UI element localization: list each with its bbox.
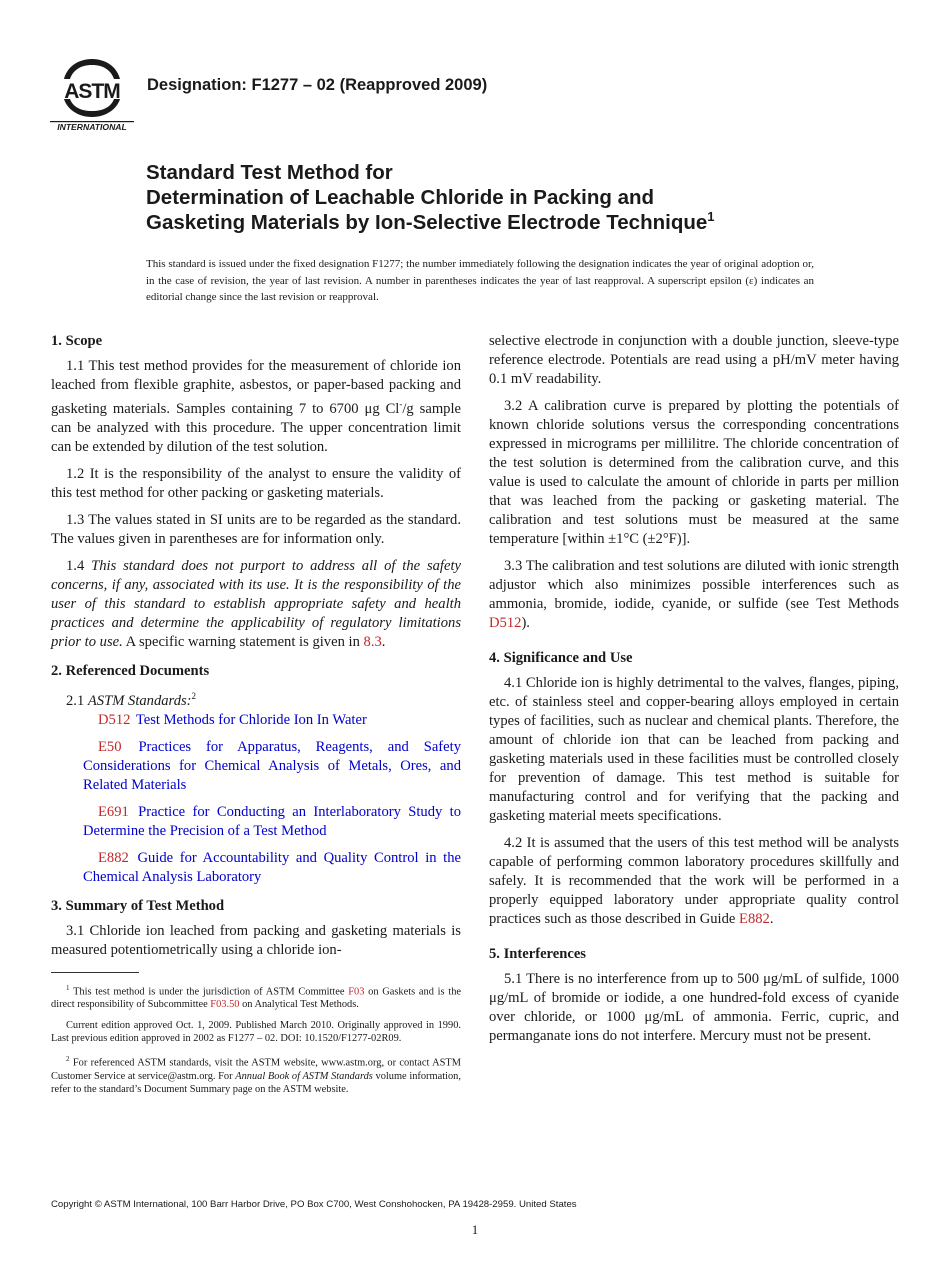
link-8-3[interactable]: 8.3 [363, 633, 382, 650]
designation: Designation: F1277 – 02 (Reapproved 2009) [147, 76, 488, 94]
reference-item[interactable]: E882 Guide for Accountability and Quality Control in the Chemical Analysis Laboratory [83, 849, 461, 885]
reference-item[interactable]: E50 Practices for Apparatus, Reagents, and Safety Considerations for Chemical Analysis of Metals, Ores, and Related Materials [83, 738, 461, 793]
logo-subtext: INTERNATIONAL [57, 122, 127, 132]
link-e882[interactable]: E882 [739, 911, 770, 927]
reference-item[interactable]: E691 Practice for Conducting an Interlaboratory Study to Determine the Precision of a Test Method [83, 803, 461, 839]
title-line-3: Gasketing Materials by Ion-Selective Electrode Technique$^1$ [146, 209, 715, 234]
paragraph-3-2: 3.2 A calibration curve is prepared by plotting the potentials of known chloride solutions versus the corresponding concentrations expressed in micrograms per millilitre. The chloride concentration of the test solution is determined from the calibration curve, and this value is used to calculate the amount of chloride in parts per million that was leached from the packing or gasketing material. The calibration and test solutions must be measured at the same temperature [within ±1°C (±2°F)]. [489, 398, 899, 547]
title-footnote-mark: 1 [707, 209, 715, 225]
section-heading-scope: 1. Scope [51, 333, 103, 349]
paragraph-1-4: 1.4 This standard does not purport to address all of the safety concerns, if any, associated with its use. It is the responsibility of the user of this standard to establish appropriate safety and health practices and determine the applicability of regulatory limitations prior to use. A specific warning statement is given in 8.3. [51, 557, 461, 650]
section-heading-summary: 3. Summary of Test Method [51, 897, 225, 914]
paragraph-4-2: 4.2 It is assumed that the users of this test method will be analysts capable of performing common laboratory procedures skillfully and safely. It is recommended that the work will be performed in a properly equipped laboratory under appropriate quality control practices such as those described in Guide E882. [489, 835, 899, 927]
logo-text: ASTM [64, 80, 120, 103]
footnote-1: $^1$ This test method is under the jurisdiction of ASTM Committee F03 on Gaskets and is the direct responsibility of Subcommittee F03.50 on Analytical Test Methods. [51, 983, 461, 1011]
referenced-list [51, 711, 461, 887]
reference-item[interactable]: D512 Test Methods for Chloride Ion In Water [98, 711, 367, 728]
page-number: 1 [471, 1222, 479, 1237]
paragraph-1-1: 1.1 This test method provides for the measurement of chloride ion leached from flexible graphite, asbestos, or paper-based packing and gasketing materials. Samples containing 7 to 6700 μg Cl-/g sample can be analyzed with this procedure. The upper concentration limit can be extended by dilution of the test solution. [51, 358, 462, 455]
document-title [146, 160, 846, 235]
paragraph-3-1-start: 3.1 Chloride ion leached from packing and gasketing materials is measured potentiometrically using a chloride ion- [51, 922, 461, 958]
footnote-1-edition: Current edition approved Oct. 1, 2009. Published March 2010. Originally approved in 1990. Last previous edition approved in 2002 as F1277 – 02. DOI: 10.1520/F1277-02R09. [51, 1020, 461, 1045]
paragraph-4-1: 4.1 Chloride ion is highly detrimental to the valves, flanges, piping, etc. of stainless steel and copper-bearing alloys employed in certain types of facilities, such as nuclear and chemical plants. Therefore, the amount of chloride ion that can be leached from packing and gasketing materials used in these facilities must be controlled closely for prevention of damage. This test method is suitable for manufacturing control and for verifying that the packing and gasketing material meets specifications. [489, 675, 899, 824]
link-d512[interactable]: D512 [489, 615, 522, 631]
section-heading-interferences: 5. Interferences [489, 946, 586, 962]
section-heading-referenced: 2. Referenced Documents [51, 662, 210, 679]
title-line-2: Determination of Leachable Chloride in Packing and [146, 186, 655, 209]
paragraph-2-1: 2.1 ASTM Standards:$^2$ [66, 690, 197, 709]
footnote-rule [51, 972, 139, 973]
copyright-notice: Copyright © ASTM International, 100 Barr Harbor Drive, PO Box C700, West Conshohocken, PA 19428-2959. United States [51, 1199, 577, 1210]
paragraph-3-1-cont: selective electrode in conjunction with a double junction, sleeve-type reference electrode. Potentials are read using a pH/mV meter having 0.1 mV readability. [489, 333, 899, 387]
footnote-2: $^2$ For referenced ASTM standards, visit the ASTM website, www.astm.org, or contact ASTM Customer Service at service@astm.org. For Annual Book of ASTM Standards volume information, refer to the standard’s Document Summary page on the ASTM website. [51, 1055, 461, 1095]
paragraph-3-3: 3.3 The calibration and test solutions are diluted with ionic strength adjustor which also minimizes possible interferences such as ammonia, bromide, iodide, cyanide, or sulfide (see Test Methods D512). [489, 558, 899, 631]
paragraph-1-2: 1.2 It is the responsibility of the analyst to ensure the validity of this test method for other packing or gasketing materials. [51, 465, 461, 501]
paragraph-5-1: 5.1 There is no interference from up to 500 μg/mL of sulfide, 1000 μg/mL of bromide or iodide, a one hundred-fold excess of cyanide over chloride, or 1000 μg/mL of ammonia. Ferric, cupric, and permanganate ions do not interfere. Mercury must not be present. [489, 971, 899, 1044]
link-f03-50[interactable]: F03.50 [210, 999, 240, 1011]
left-column [51, 332, 461, 1104]
issuance-note: This standard is issued under the fixed designation F1277; the number immediately following the designation indicates the year of original adoption or, in the case of revision, the year of last revision. A number in parentheses indicates the year of last reapproval. A superscript epsilon (ε) indicates an editorial change since the last revision or reapproval. [146, 258, 814, 303]
link-f03[interactable]: F03 [348, 986, 365, 998]
title-line-1: Standard Test Method for [146, 161, 393, 184]
section-heading-significance: 4. Significance and Use [489, 650, 633, 666]
astm-logo [48, 55, 136, 133]
right-column [489, 332, 899, 1054]
paragraph-1-3: 1.3 The values stated in SI units are to be regarded as the standard. The values given in parentheses are for information only. [51, 511, 461, 547]
